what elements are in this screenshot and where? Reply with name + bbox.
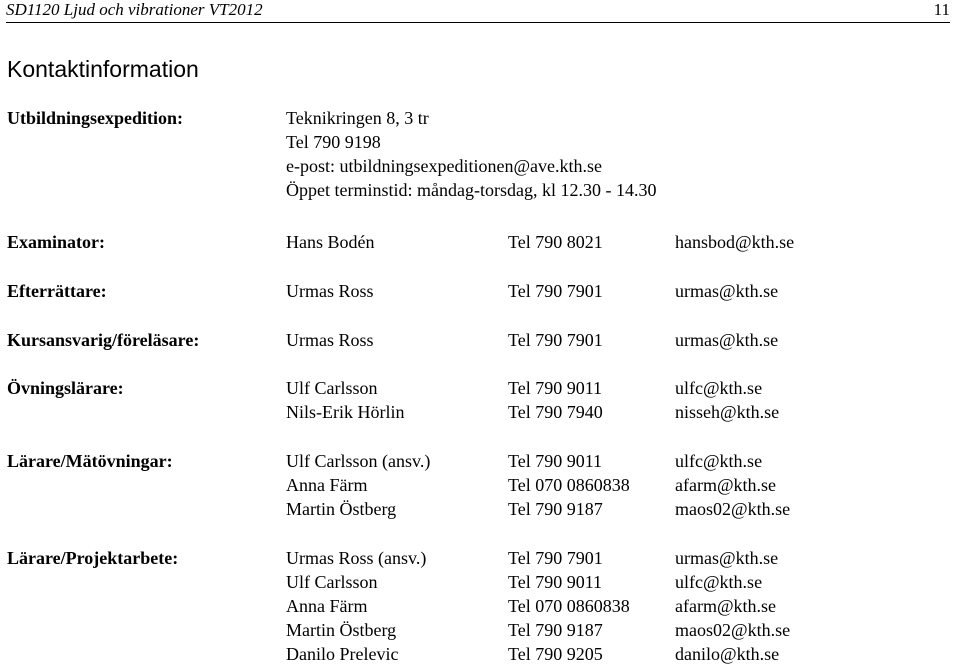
contact-email: afarm@kth.se: [675, 475, 777, 495]
kursansvarig-label: Kursansvarig/föreläsare:: [7, 330, 200, 350]
contact-name: Hans Bodén: [286, 232, 375, 252]
contact-name: Anna Färm: [286, 475, 368, 495]
matovningar-label: Lärare/Mätövningar:: [7, 451, 173, 471]
contact-phone: Tel 790 9187: [508, 620, 603, 640]
contact-name: Danilo Prelevic: [286, 644, 399, 664]
expedition-address: Teknikringen 8, 3 tr: [286, 108, 429, 128]
page-title: Kontaktinformation: [7, 56, 199, 82]
page-header: [6, 0, 950, 23]
contact-email: nisseh@kth.se: [675, 402, 780, 422]
expedition-phone: Tel 790 9198: [286, 132, 381, 152]
contact-name: Urmas Ross: [286, 281, 374, 301]
contact-email: urmas@kth.se: [675, 548, 779, 568]
contact-phone: Tel 790 9011: [508, 378, 603, 398]
contact-name: Urmas Ross (ansv.): [286, 548, 427, 568]
contact-name: Urmas Ross: [286, 330, 374, 350]
page-number: 11: [933, 0, 950, 19]
contact-name: Nils-Erik Hörlin: [286, 402, 405, 422]
contact-email: ulfc@kth.se: [675, 378, 763, 398]
contact-phone: Tel 790 9011: [508, 572, 603, 592]
contact-phone: Tel 790 7901: [508, 330, 603, 350]
contact-email: ulfc@kth.se: [675, 451, 763, 471]
efterrattare-label: Efterrättare:: [7, 281, 107, 301]
expedition-email: e-post: utbildningsexpeditionen@ave.kth.se: [286, 156, 603, 176]
contact-phone: Tel 070 0860838: [508, 475, 630, 495]
contact-email: urmas@kth.se: [675, 330, 779, 350]
contact-phone: Tel 790 8021: [508, 232, 603, 252]
contact-email: maos02@kth.se: [675, 620, 791, 640]
contact-email: hansbod@kth.se: [675, 232, 795, 252]
contact-email: afarm@kth.se: [675, 596, 777, 616]
contact-phone: Tel 790 9187: [508, 499, 603, 519]
contact-name: Anna Färm: [286, 596, 368, 616]
contact-phone: Tel 790 7901: [508, 281, 603, 301]
contact-phone: Tel 790 9205: [508, 644, 603, 664]
contact-email: danilo@kth.se: [675, 644, 780, 664]
contact-phone: Tel 070 0860838: [508, 596, 630, 616]
course-header: SD1120 Ljud och vibrationer VT2012: [6, 0, 263, 19]
contact-phone: Tel 790 9011: [508, 451, 603, 471]
contact-name: Ulf Carlsson (ansv.): [286, 451, 431, 471]
contact-name: Martin Östberg: [286, 499, 397, 519]
projektarbete-label: Lärare/Projektarbete:: [7, 548, 179, 568]
contact-email: ulfc@kth.se: [675, 572, 763, 592]
contact-email: urmas@kth.se: [675, 281, 779, 301]
contact-phone: Tel 790 7901: [508, 548, 603, 568]
contact-email: maos02@kth.se: [675, 499, 791, 519]
contact-phone: Tel 790 7940: [508, 402, 603, 422]
examinator-label: Examinator:: [7, 232, 105, 252]
contact-name: Ulf Carlsson: [286, 378, 378, 398]
ovningslarare-label: Övningslärare:: [7, 378, 124, 398]
expedition-hours: Öppet terminstid: måndag-torsdag, kl 12.30 - 14.30: [286, 180, 657, 200]
utbildningsexpedition-label: Utbildningsexpedition:: [7, 108, 184, 128]
contact-name: Martin Östberg: [286, 620, 397, 640]
contact-name: Ulf Carlsson: [286, 572, 378, 592]
